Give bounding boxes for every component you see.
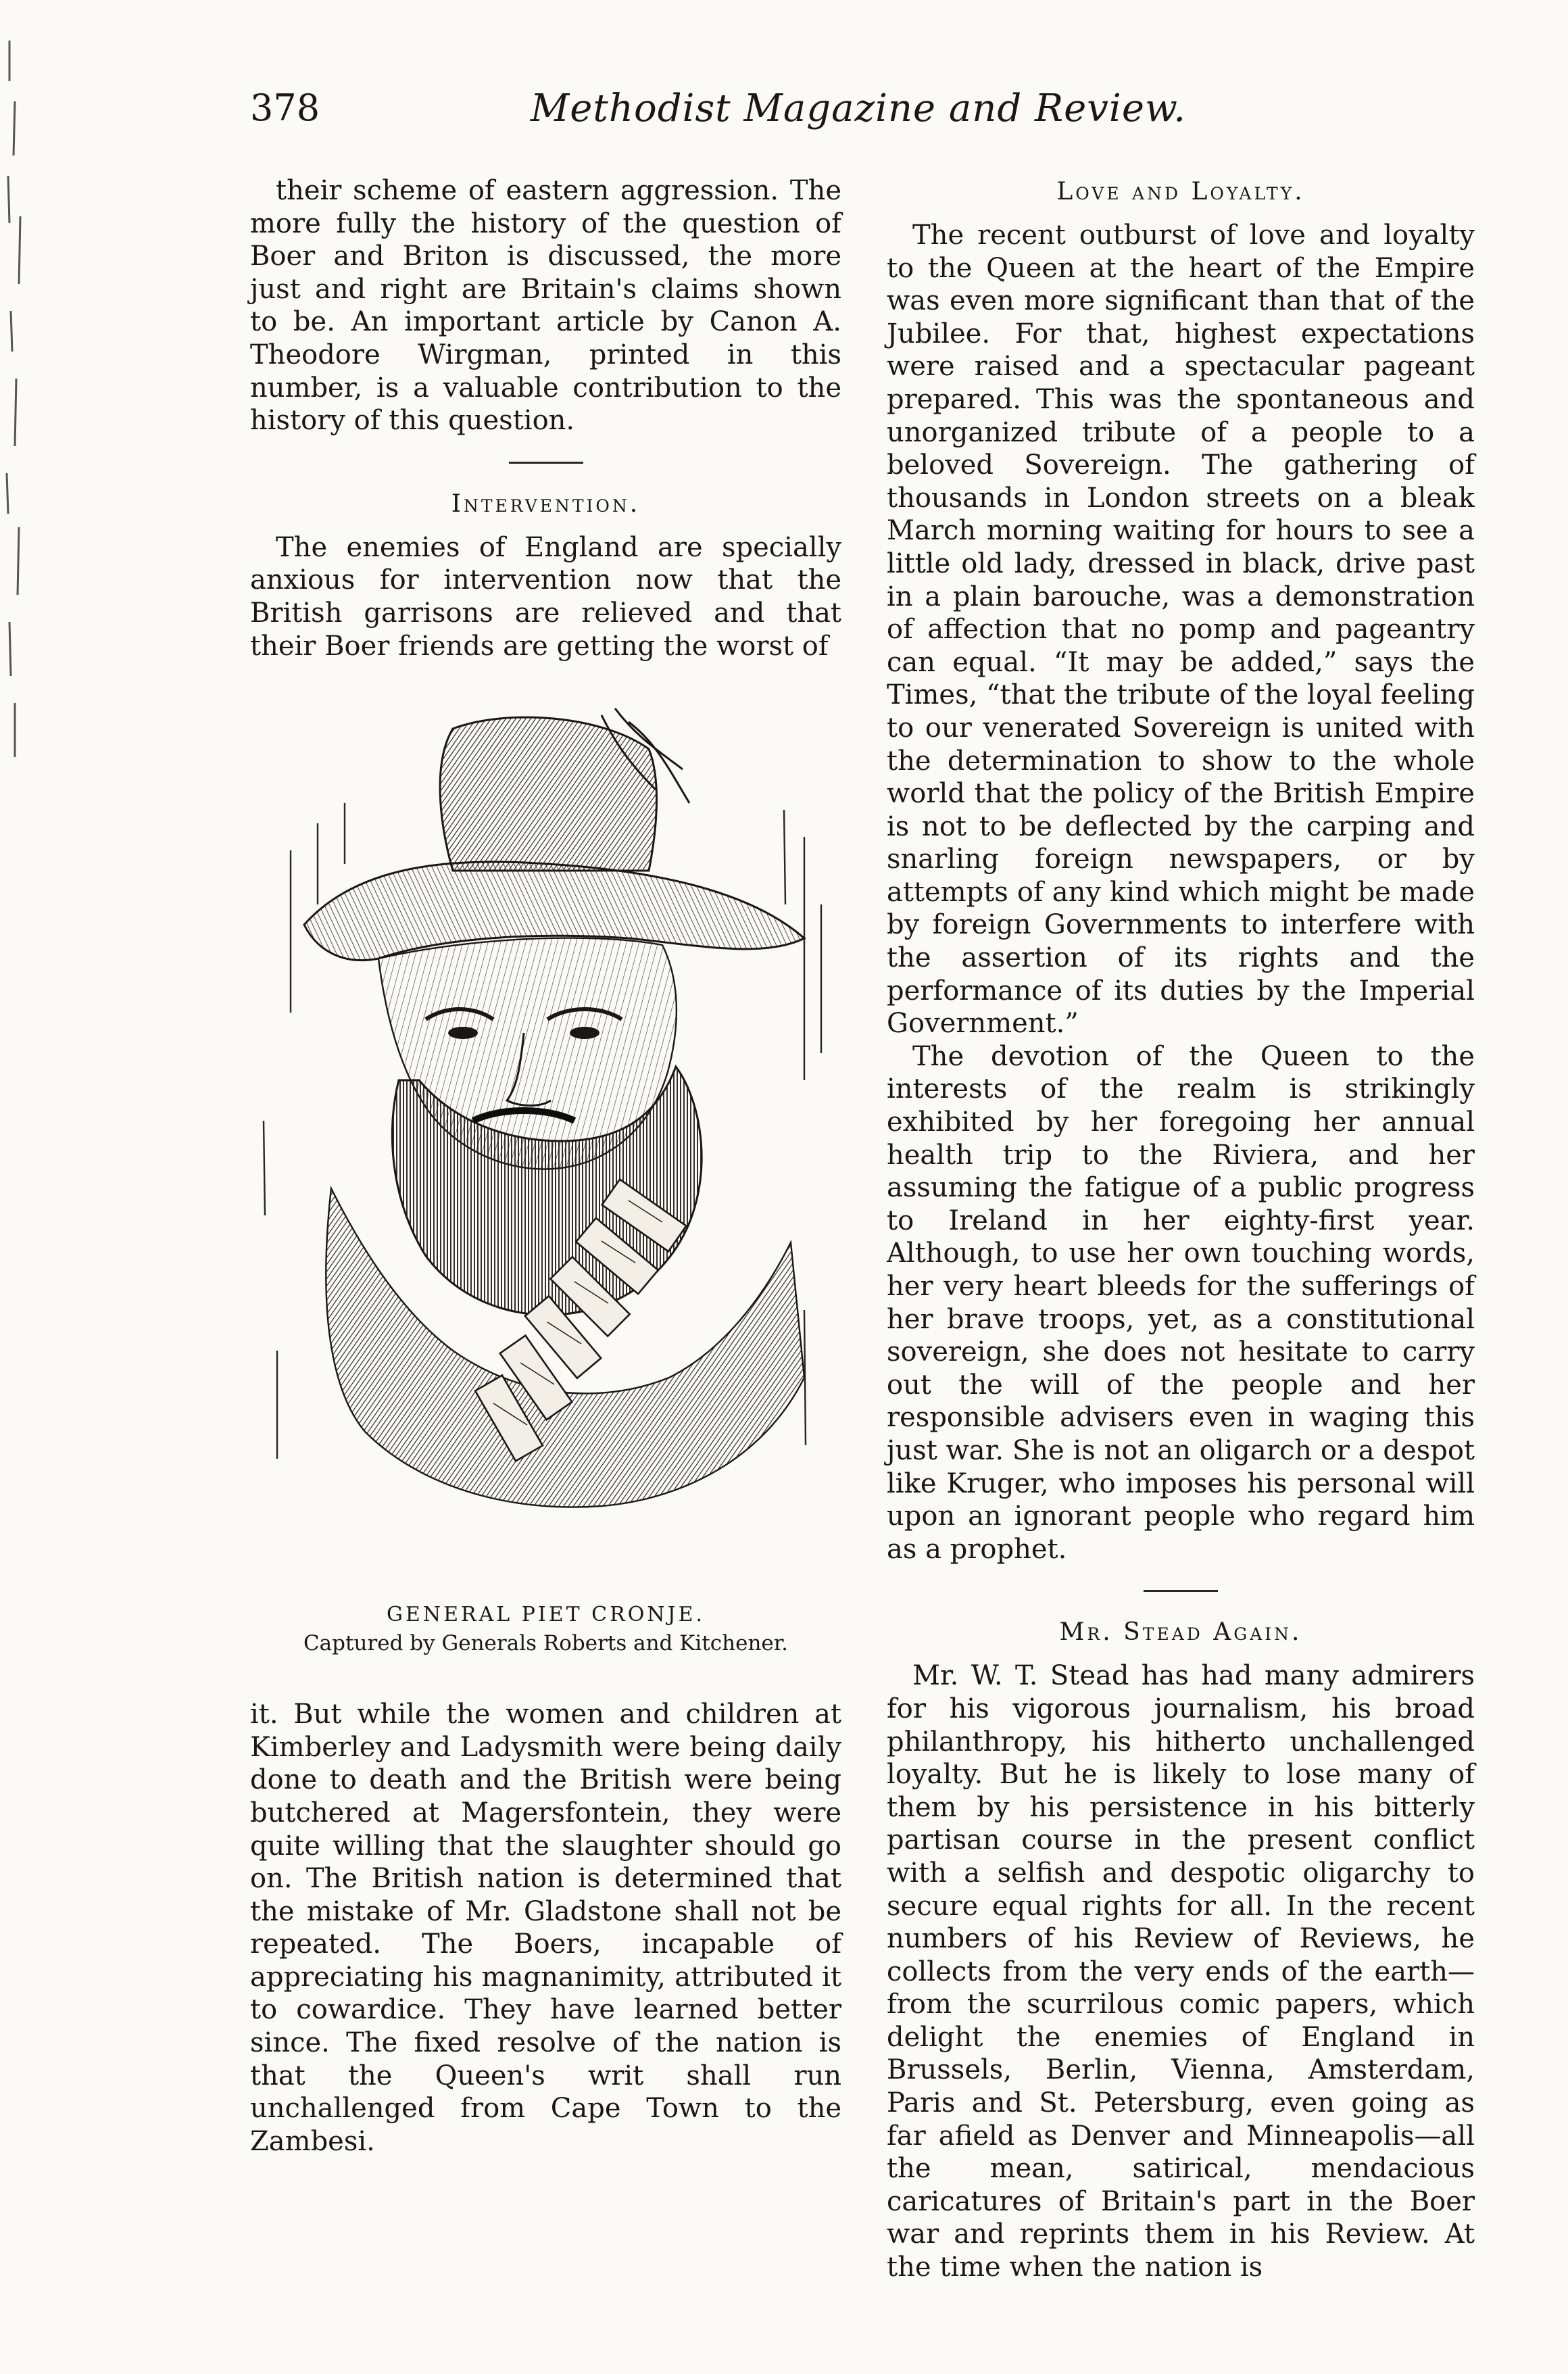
page-header <box>250 87 1467 147</box>
margin-scan-marks <box>0 0 61 811</box>
intervention-heading: Intervention. <box>451 489 641 518</box>
love-and-loyalty-heading: Love and Loyalty. <box>1056 178 1305 205</box>
love-and-loyalty-paragraph-2: The devotion of the Queen to the interests of the realm is strikingly exhibited by her foregoing her annual health trip to the Riviera, and her assuming the fatigue of a public progress to Ireland in her eighty-first year. Although, to use her own touching words, her very heart bleeds for the sufferings of her brave troops, yet, as a constitutional sovereign, she does not hesitate to carry out the will of the people and her responsible advisers even in waging this just war. She is not an oligarch or a despot like Kruger, who imposes his personal will upon an ignorant people who regard him as a prophet. <box>887 1040 1475 1565</box>
section-divider-right <box>1144 1590 1218 1592</box>
section-divider <box>509 462 583 464</box>
left-column <box>250 174 841 2158</box>
figure-caption-title: GENERAL PIET CRONJE. <box>386 1603 706 1627</box>
general-cronje-engraving <box>250 702 841 1594</box>
mr-stead-again-paragraph-1: Mr. W. T. Stead has had many admirers for his vigorous journalism, his broad philanthropy, his hitherto unchallenged loyalty. But he is likely to lose many of them by his persistence in his bitterly partisan course in the present conflict with a selfish and despotic oligarchy to secure equal rights for all. In the recent numbers of his Review of Reviews, he collects from the very ends of the earth—from the scurrilous comic papers, which delight the enemies of England in Brussels, Berlin, Vienna, Amsterdam, Paris and St. Petersburg, even going as far afield as Denver and Minneapolis—all the mean, satirical, mendacious caricatures of Britain's part in the Boer war and reprints them in his Review. At the time when the nation is <box>887 1660 1475 2283</box>
running-title: Methodist Magazine and Review. <box>530 87 1187 130</box>
right-column <box>887 174 1475 2284</box>
intervention-paragraph: The enemies of England are specially anxious for intervention now that the British garrisons are relieved and that their Boer friends are getting the worst of <box>250 531 841 662</box>
continuation-paragraph: it. But while the women and children at Kimberley and Ladysmith were being daily done to death and the British were being butchered at Magersfontein, they were quite willing that the slaughter should go on. The British nation is determined that the mistake of Mr. Gladstone shall not be repeated. The Boers, incapable of appreciating his magnanimity, attributed it to cowardice. They have learned better since. The fixed resolve of the nation is that the Queen's writ shall run unchallenged from Cape Town to the Zambesi. <box>250 1699 841 2157</box>
mr-stead-again-heading: Mr. Stead Again. <box>1059 1618 1302 1647</box>
page-number: 378 <box>250 87 320 129</box>
figure-caption-subtitle: Captured by Generals Roberts and Kitchener. <box>303 1631 789 1656</box>
love-and-loyalty-paragraph-1: The recent outburst of love and loyalty to the Queen at the heart of the Empire was even more significant than that of the Jubilee. For that, highest expectations were raised and a spectacular pageant prepared. This was the spontaneous and unorganized tribute of a people to a beloved Sovereign. The gathering of thousands in London streets on a bleak March morning waiting for hours to see a little old lady, dressed in black, drive past in a plain barouche, was a demonstration of affection that no pomp and pageantry can equal. “It may be added,” says the Times, “that the tribute of the loyal feeling to our venerated Sovereign is united with the determination to show to the whole world that the policy of the British Empire is not to be deflected by the carping and snarling foreign newspapers, or by attempts of any kind which might be made by foreign Governments to interfere with the assertion of its rights and the performance of its duties by the Imperial Government.” <box>887 220 1475 1040</box>
intro-paragraph: their scheme of eastern aggression. The more fully the history of the question of Boer and Briton is discussed, the more just and right are Britain's claims shown to be. An important article by Canon A. Theodore Wirgman, printed in this number, is a valuable contribution to the history of this question. <box>250 175 841 437</box>
portrait-illustration <box>250 702 841 1594</box>
